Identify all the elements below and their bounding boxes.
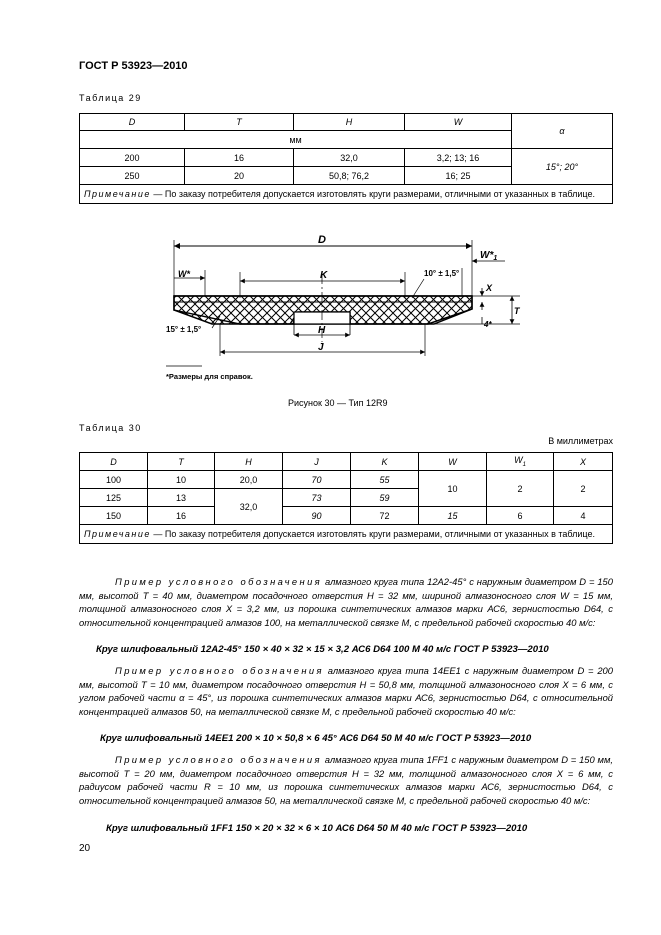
label-t: T (514, 306, 520, 316)
t30-cell: 6 (487, 507, 554, 525)
label-k: K (320, 270, 328, 281)
label-h: H (318, 325, 326, 336)
t29-cell: 32,0 (294, 149, 405, 167)
table-row (80, 149, 613, 167)
table-29 (79, 113, 613, 204)
t29-cell: 16 (185, 149, 294, 167)
t29-cell: 200 (80, 149, 185, 167)
t30-header-k: K (351, 453, 419, 471)
label-j: J (318, 342, 324, 353)
example-lead: Пример условного обозначения (115, 754, 322, 765)
t30-header-x: X (554, 453, 613, 471)
figure-caption: Рисунок 30 — Тип 12R9 (288, 398, 388, 408)
table29-caption: Таблица 29 (79, 93, 142, 103)
t29-cell: 3,2; 13; 16 (405, 149, 512, 167)
t29-header-t: T (185, 114, 294, 131)
figure-footnote: *Размеры для справок. (166, 372, 253, 381)
t30-cell: 73 (283, 489, 351, 507)
example-paragraph (79, 575, 613, 629)
t30-cell: 90 (283, 507, 351, 525)
t30-cell: 150 (80, 507, 148, 525)
figure-12r9-drawing (150, 232, 540, 382)
t29-header-w: W (405, 114, 512, 131)
t30-merged-h: 32,0 (215, 489, 283, 525)
t30-header-h: H (215, 453, 283, 471)
t30-merged-w1: 2 (487, 471, 554, 507)
example-paragraph (79, 753, 613, 807)
t30-header-t: T (148, 453, 215, 471)
t30-header-d: D (80, 453, 148, 471)
example-designation: Круг шлифовальный 1FF1 150 × 20 × 32 × 6 × 10 АС6 D64 50 М 40 м/с ГОСТ Р 53923—2010 (106, 823, 528, 834)
t30-header-w1 (487, 453, 554, 471)
t29-cell: 16; 25 (405, 167, 512, 185)
label-w1 (480, 250, 497, 262)
label-d: D (318, 234, 326, 246)
t29-header-alpha: α (512, 114, 613, 149)
document-header: ГОСТ Р 53923—2010 (79, 60, 188, 72)
t30-merged-x: 2 (554, 471, 613, 507)
table30-units: В миллиметрах (548, 436, 613, 446)
example-lead: Пример условного обозначения (115, 576, 323, 587)
label-angle-top: 10° ± 1,5° (424, 269, 460, 278)
t30-cell: 13 (148, 489, 215, 507)
t29-note-text: — По заказу потребителя допускается изготовлять круги размерами, отличными от указанных в таблице. (150, 189, 595, 199)
label-x: X (486, 283, 493, 293)
example-designation: Круг шлифовальный 14ЕЕ1 200 × 10 × 50,8 × 6 45° АС6 D64 50 М 40 м/с ГОСТ Р 53923—2010 (100, 733, 532, 744)
label-w-star: W* (178, 269, 190, 279)
label-w1-main: W* (480, 250, 494, 261)
t29-alpha-value: 15°; 20° (512, 149, 613, 185)
t30-cell: 70 (283, 471, 351, 489)
example-designation: Круг шлифовальный 12А2-45° 150 × 40 × 32 × 15 × 3,2 АС6 D64 100 М 40 м/с ГОСТ Р 53923—2010 (96, 644, 549, 655)
t29-header-h: H (294, 114, 405, 131)
t29-units: мм (80, 131, 512, 149)
t29-cell: 50,8; 76,2 (294, 167, 405, 185)
t30-note (80, 525, 613, 544)
label-angle-bottom: 15° ± 1,5° (166, 325, 202, 334)
example-paragraph (79, 664, 613, 718)
t29-cell: 250 (80, 167, 185, 185)
example-text: алмазного круга типа 14ЕЕ1 с наружным диаметром D = 200 мм, высотой Т = 10 мм, диаметром посадочного отверстия Н = 50,8 мм, толщиной алмазоносного слоя X = 6 мм, с углом рабочей части α = 45°, из порошка синтетических алмазов марки АС6, зернистостью D64, с относительной концентрацией алмазов 50, на металлической связке М, с предельной рабочей скоростью 40 м/с: (79, 665, 613, 717)
t30-cell: 4 (554, 507, 613, 525)
t29-header-d: D (80, 114, 185, 131)
t30-header-j: J (283, 453, 351, 471)
t30-cell: 100 (80, 471, 148, 489)
t30-header-w: W (419, 453, 487, 471)
label-four: 4* (484, 320, 492, 329)
table-30 (79, 452, 613, 544)
t30-note-text: — По заказу потребителя допускается изготовлять круги размерами, отличными от указанных в таблице. (150, 529, 595, 539)
t30-cell: 125 (80, 489, 148, 507)
t30-merged-w: 10 (419, 471, 487, 507)
t30-header-w1-main: W (514, 455, 523, 466)
t30-cell: 10 (148, 471, 215, 489)
t30-cell: 16 (148, 507, 215, 525)
t30-cell: 55 (351, 471, 419, 489)
page-number: 20 (79, 843, 91, 854)
table-row (80, 507, 613, 525)
example-text: алмазного круга типа 1FF1 с наружным диаметром D = 150 мм, высотой Т = 20 мм, диаметром посадочного отверстия Н = 32 мм, толщиной алмазоносного слоя X = 6 мм, с радиусом рабочей части R = 10 мм, из порошка синтетических алмазов марки АС6, зернистостью D64, с относительной концентрацией алмазов 50, на металлической связке М, с предельной рабочей скоростью 40 м/с: (79, 754, 613, 806)
t30-cell: 59 (351, 489, 419, 507)
t29-note (80, 185, 613, 204)
t30-cell: 15 (419, 507, 487, 525)
table-row (80, 471, 613, 489)
t29-cell: 20 (185, 167, 294, 185)
t30-cell: 20,0 (215, 471, 283, 489)
label-w1-sub: 1 (493, 255, 498, 262)
example-lead: Пример условного обозначения (115, 665, 324, 676)
t30-header-w1-sub: 1 (522, 461, 526, 468)
table30-caption: Таблица 30 (79, 423, 142, 433)
t30-cell: 72 (351, 507, 419, 525)
t30-note-label: Примечание (84, 529, 151, 539)
example-text: алмазного круга типа 12А2-45° с наружным диаметром D = 150 мм, высотой Т = 40 мм, диаметром посадочного отверстия Н = 32 мм, шириной алмазоносного слоя W = 15 мм, толщиной алмазоносного слоя X = 3,2 мм, из порошка синтетических алмазов марки АС6, зернистостью D64, с относительной концентрацией алмазов 100, на металлической связке М, с предельной рабочей скоростью 40 м/с: (79, 576, 613, 628)
t29-note-label: Примечание (84, 189, 151, 199)
